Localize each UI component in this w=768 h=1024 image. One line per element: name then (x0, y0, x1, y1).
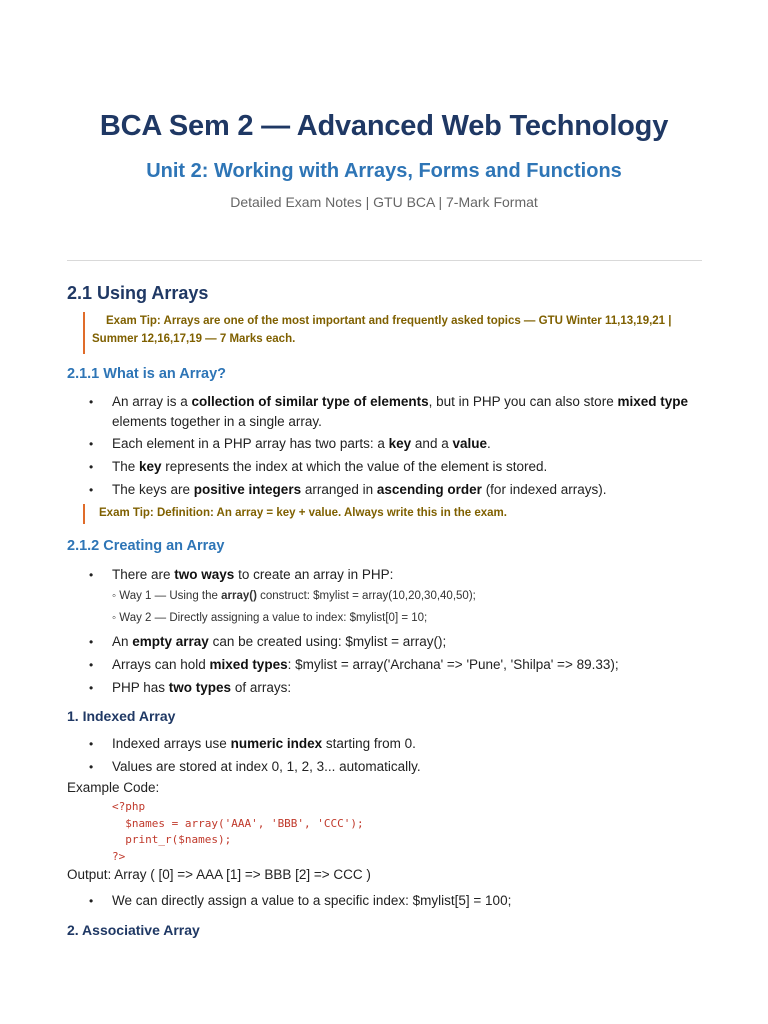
sub-list-item-way-2: ◦ Way 2 — Directly assigning a value to index: $mylist[0] = 10; (112, 612, 428, 624)
list-item: • An array is a collection of similar type of elements, but in PHP you can also store mixed type elements together in a single array. (89, 394, 688, 429)
subsection-heading-creating-array: 2.1.2 Creating an Array (67, 538, 225, 554)
bullet-icon: • (89, 460, 94, 474)
indexed-array-heading: 1. Indexed Array (67, 708, 176, 724)
exam-tip-definition: Exam Tip: Definition: An array = key + value. Always write this in the exam. (83, 504, 699, 524)
code-line: $names = array('AAA', 'BBB', 'CCC'); (112, 816, 364, 830)
bullet-icon: • (89, 437, 94, 451)
page-meta: Detailed Exam Notes | GTU BCA | 7-Mark Format (230, 194, 538, 210)
bullet-icon: • (89, 483, 94, 497)
bullet-icon: • (89, 737, 94, 751)
list-item: • We can directly assign a value to a specific index: $mylist[5] = 100; (89, 891, 689, 911)
code-line: print_r($names); (112, 833, 232, 846)
subsection-heading-what-is-array: 2.1.1 What is an Array? (67, 366, 227, 382)
output-text: Output: Array ( [0] => AAA [1] => BBB [2] => CCC ) (67, 867, 371, 882)
list-item: • Each element in a PHP array has two parts: a key and a value. (89, 434, 689, 454)
example-code-label: Example Code: (67, 780, 160, 795)
list-item: • Values are stored at index 0, 1, 2, 3... automatically. (89, 757, 689, 777)
section-heading: 2.1 Using Arrays (67, 283, 209, 303)
list-item: • Arrays can hold mixed types: $mylist = array('Archana' => 'Pune', 'Shilpa' => 89.33); (89, 655, 689, 675)
list-item: • An empty array can be created using: $mylist = array(); (89, 632, 689, 652)
associative-array-heading: 2. Associative Array (67, 922, 200, 938)
list-item: • The keys are positive integers arranged in ascending order (for indexed arrays). (89, 480, 689, 500)
exam-tip-callout (83, 312, 732, 354)
bullet-icon: • (89, 681, 94, 695)
list-item: • The key represents the index at which the value of the element is stored. (89, 457, 689, 477)
sub-list-item-way-1: ◦ Way 1 — Using the array() construct: $mylist = array(10,20,30,40,50); (112, 590, 476, 602)
bullet-icon: • (89, 568, 94, 582)
bullet-icon: • (89, 894, 94, 908)
list-item: • PHP has two types of arrays: (89, 678, 689, 698)
list-item: • There are two ways to create an array in PHP: (89, 565, 689, 585)
bullet-icon: • (89, 395, 94, 409)
code-line: ?> (112, 849, 126, 863)
list-item: • Indexed arrays use numeric index starting from 0. (89, 734, 689, 754)
bullet-icon: • (89, 635, 94, 649)
page-subtitle: Unit 2: Working with Arrays, Forms and Functions (146, 160, 622, 182)
exam-tip-line-1: Exam Tip: Arrays are one of the most important and frequently asked topics — GTU Winter 11,13,19,21 | (106, 315, 672, 327)
divider (67, 260, 702, 261)
code-block (112, 799, 364, 865)
exam-tip-line-2: Summer 12,16,17,19 — 7 Marks each. (92, 333, 296, 345)
bullet-icon: • (89, 658, 94, 672)
bullet-icon: • (89, 760, 94, 774)
code-line: <?php (112, 800, 146, 813)
page-title: BCA Sem 2 — Advanced Web Technology (99, 110, 669, 142)
